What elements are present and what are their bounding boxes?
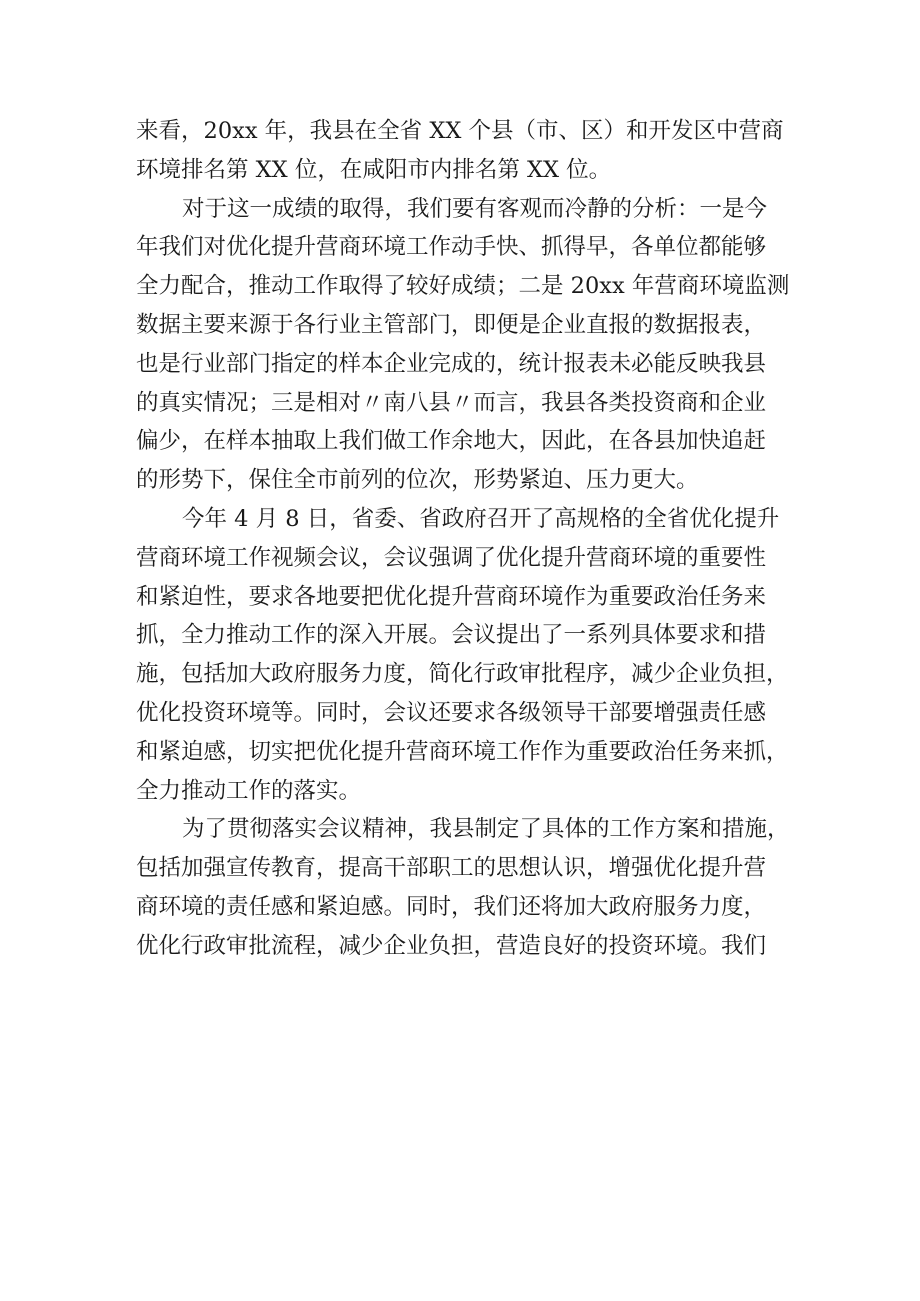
text-line: 也是行业部门指定的样本企业完成的，统计报表未必能反映我县	[136, 350, 767, 377]
text-line: 全力推动工作的落实。	[136, 777, 362, 804]
paragraph-2	[136, 190, 796, 500]
text-line: 数据主要来源于各行业主管部门，即便是企业直报的数据报表，	[136, 311, 767, 338]
text-line: 年我们对优化提升营商环境工作动手快、抓得早，各单位都能够	[136, 234, 767, 261]
text-line: 营商环境工作视频会议，会议强调了优化提升营商环境的重要性	[136, 544, 767, 571]
text-line: 优化行政审批流程，减少企业负担，营造良好的投资环境。我们	[136, 932, 767, 959]
text-line: 偏少，在样本抽取上我们做工作余地大，因此，在各县加快追赶	[136, 428, 767, 455]
paragraph-4	[136, 810, 796, 965]
text-line: 为了贯彻落实会议精神，我县制定了具体的工作方案和措施，	[182, 816, 790, 843]
text-line: 环境排名第 XX 位，在咸阳市内排名第 XX 位。	[136, 156, 612, 183]
text-line: 优化投资环境等。同时，会议还要求各级领导干部要增强责任感	[136, 699, 767, 726]
text-line: 包括加强宣传教育，提高干部职工的思想认识，增强优化提升营	[136, 855, 767, 882]
text-line: 的真实情况；三是相对〃南八县〃而言，我县各类投资商和企业	[136, 389, 767, 416]
body-text	[136, 112, 796, 966]
text-line: 抓，全力推动工作的深入开展。会议提出了一系列具体要求和措	[136, 622, 767, 649]
paragraph-3	[136, 500, 796, 810]
paragraph-1	[136, 112, 796, 190]
text-line: 施，包括加大政府服务力度，简化行政审批程序，减少企业负担，	[136, 661, 789, 688]
text-line: 和紧迫性，要求各地要把优化提升营商环境作为重要政治任务来	[136, 583, 767, 610]
text-line: 来看，20xx 年，我县在全省 XX 个县（市、区）和开发区中营商	[136, 118, 784, 144]
text-line: 对于这一成绩的取得，我们要有客观而冷静的分析：一是今	[182, 195, 768, 222]
text-line: 今年 4 月 8 日，省委、省政府召开了高规格的全省优化提升	[182, 505, 780, 532]
text-line: 商环境的责任感和紧迫感。同时，我们还将加大政府服务力度，	[136, 893, 767, 920]
text-line: 全力配合，推动工作取得了较好成绩；二是 20xx 年营商环境监测	[136, 273, 790, 300]
text-line: 和紧迫感，切实把优化提升营商环境工作作为重要政治任务来抓，	[136, 738, 789, 765]
text-line: 的形势下，保住全市前列的位次，形势紧迫、压力更大。	[136, 467, 699, 494]
